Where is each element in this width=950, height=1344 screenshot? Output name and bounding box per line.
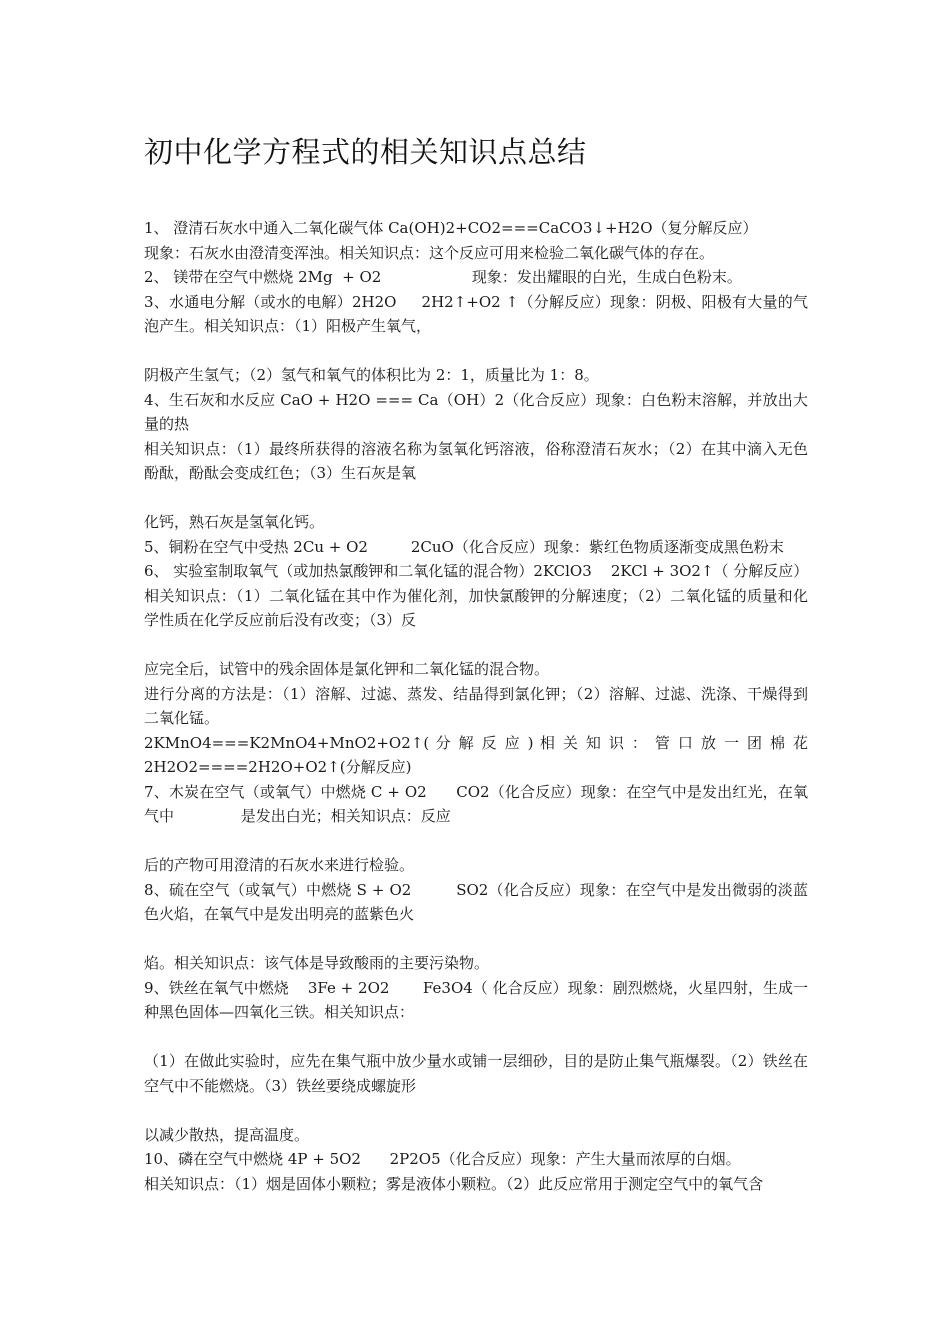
blank-line [144,339,808,364]
paragraph: 后的产物可用澄清的石灰水来进行检验。 [144,856,415,874]
paragraph: 阴极产生氢气；（2）氢气和氧气的体积比为 2：1，质量比为 1：8。 [144,366,599,384]
paragraph: 3、水通电分解（或水的电解）2H2O 2H2↑+O2 ↑（分解反应）现象：阴极、阳极有大量的气泡产生。相关知识点：（1）阳极产生氧气， [144,292,808,335]
paragraph: 7、木炭在空气（或氧气）中燃烧 C + O2 CO2（化合反应）现象：在空气中是发出红光，在氧气中 是发出白光；相关知识点：反应 [144,782,808,825]
blank-line [144,1025,808,1050]
paragraph: 焰。相关知识点：该气体是导致酸雨的主要污染物。 [144,954,490,972]
blank-line [144,927,808,952]
paragraph: 化钙，熟石灰是氢氧化钙。 [144,513,325,531]
paragraph: 进行分离的方法是：（1）溶解、过滤、蒸发、结晶得到氯化钾；（2）溶解、过滤、洗涤、干燥得到二氧化锰。 [144,684,808,727]
document-page [144,128,808,1196]
document-title: 初中化学方程式的相关知识点总结 [144,135,587,169]
paragraph: 9、铁丝在氧气中燃烧 3Fe + 2O2 Fe3O4（ 化合反应）现象：剧烈燃烧，火星四射，生成一种黑色固体—四氧化三铁。相关知识点： [144,978,808,1021]
paragraph: 现象：石灰水由澄清变浑浊。相关知识点：这个反应可用来检验二氧化碳气体的存在。 [144,243,715,262]
paragraph: 应完全后，试管中的残余固体是氯化钾和二氧化锰的混合物。 [144,660,550,678]
blank-line [144,633,808,658]
paragraph: 10、磷在空气中燃烧 4P + 5O2 2P2O5（化合反应）现象：产生大量而浓厚的白烟。 [144,1150,741,1168]
document-body [144,216,808,1196]
blank-line [144,486,808,511]
paragraph: 1、 澄清石灰水中通入二氧化碳气体 Ca(OH)2+CO2===CaCO3↓+H2O（复分解反应） [144,219,758,237]
paragraph: 以减少散热，提高温度。 [144,1125,310,1144]
paragraph: 2、 镁带在空气中燃烧 2Mg + O2 现象：发出耀眼的白光，生成白色粉末。 [144,268,742,286]
paragraph: 相关知识点：（1）二氧化锰在其中作为催化剂，加快氯酸钾的分解速度；（2）二氧化锰的质量和化学性质在化学反应前后没有改变；（3）反 [144,586,808,629]
blank-line [144,829,808,854]
paragraph: 4、生石灰和水反应 CaO + H2O === Ca（OH）2（化合反应）现象：白色粉末溶解，并放出大量的热 [144,390,808,433]
paragraph: 6、 实验室制取氧气（或加热氯酸钾和二氧化锰的混合物）2KClO3 2KCl + 3O2↑（ 分解反应） [144,562,809,580]
paragraph: 2H2O2====2H2O+O2↑(分解反应) [144,758,412,776]
paragraph: 相关知识点：（1）最终所获得的溶液名称为氢氧化钙溶液，俗称澄清石灰水；（2）在其中滴入无色酚酞，酚酞会变成红色；（3）生石灰是氧 [144,439,808,482]
blank-line [144,1098,808,1123]
paragraph: （1）在做此实验时，应先在集气瓶中放少量水或铺一层细砂，目的是防止集气瓶爆裂。（2）铁丝在空气中不能燃烧。（3）铁丝要绕成螺旋形 [144,1052,808,1095]
paragraph: 8、硫在空气（或氧气）中燃烧 S + O2 SO2（化合反应）现象：在空气中是发出微弱的淡蓝色火焰，在氧气中是发出明亮的蓝紫色火 [144,880,808,923]
paragraph: 5、铜粉在空气中受热 2Cu + O2 2CuO（化合反应）现象：紫红色物质逐渐变成黑色粉末 [144,537,784,556]
paragraph: 相关知识点：（1）烟是固体小颗粒；雾是液体小颗粒。（2）此反应常用于测定空气中的氧气含 [144,1174,764,1193]
paragraph: 2KMnO4===K2MnO4+MnO2+O2↑( 分 解 反 应 ) 相 关 知 识 ： 管 口 放 一 团 棉 花 [144,733,808,752]
